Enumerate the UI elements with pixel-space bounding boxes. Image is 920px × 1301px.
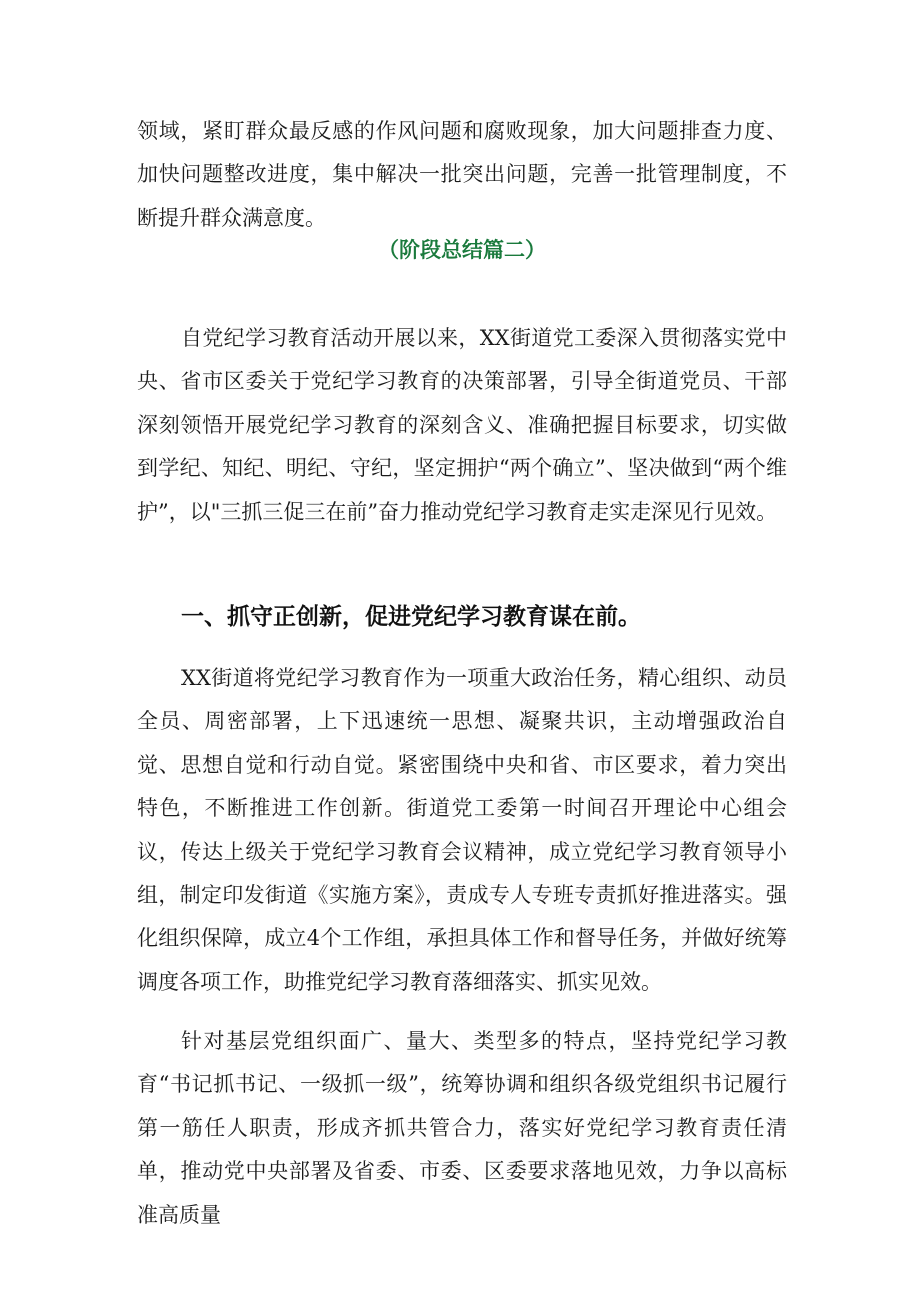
body-paragraph-1: XX街道将党纪学习教育作为一项重大政治任务，精心组织、动员全员、周密部署，上下迅速统一思想、凝聚共识，主动增强政治自觉、思想自觉和行动自觉。紧密围绕中央和省、市区要求，着力突出特色，不断推进工作创新。街道党工委第一时间召开理论中心组会议，传达上级关于党纪学习教育会议精神，成立党纪学习教育领导小组，制定印发街道《实施方案》，责成专人专班专责抓好推进落实。强化组织保障，成立4个工作组，承担具体工作和督导任务，并做好统筹调度各项工作，助推党纪学习教育落细落实、抓实见效。 <box>137 666 787 994</box>
body-paragraph-2: 针对基层党组织面广、量大、类型多的特点，坚持党纪学习教育“书记抓书记、一级抓一级”，统筹协调和组织各级党组织书记履行第一筋任人职责，形成齐抓共管合力，落实好党纪学习教育责任清单，推动党中央部署及省委、市委、区委要求落地见效，力争以高标准高质量 <box>137 1029 787 1227</box>
section-subtitle: （阶段总结篇二） <box>378 237 546 262</box>
continued-paragraph: 领域，紧盯群众最反感的作风问题和腐败现象，加大问题排查力度、加快问题整改进度，集中解决一批突出问题，完善一批管理制度，不断提升群众满意度。 <box>137 119 787 230</box>
intro-paragraph: 自党纪学习教育活动开展以来，XX街道党工委深入贯彻落实党中央、省市区委关于党纪学习教育的决策部署，引导全街道党员、干部深刻领悟开展党纪学习教育的深刻含义、准确把握目标要求，切实做到学纪、知纪、明纪、守纪，坚定拥护“两个确立”、坚决做到“两个维护”，以"三抓三促三在前”奋力推动党纪学习教育走实走深见行见效。 <box>137 326 787 524</box>
section-heading: 一、抓守正创新，促进党纪学习教育谋在前。 <box>181 604 641 630</box>
